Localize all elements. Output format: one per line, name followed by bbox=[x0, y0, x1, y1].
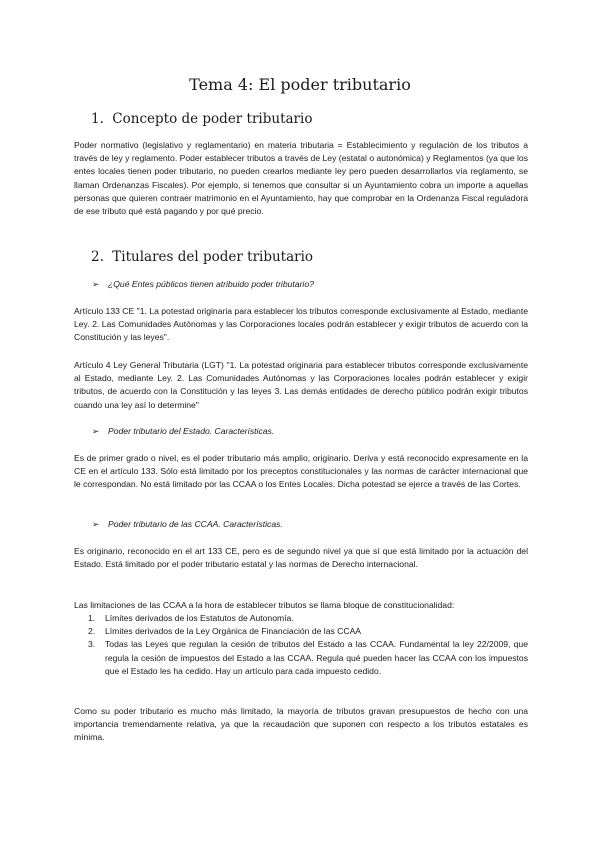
list-item bbox=[88, 625, 528, 638]
list-item-number: 2. bbox=[88, 626, 96, 637]
section-1-title: Concepto de poder tributario bbox=[112, 111, 313, 127]
bullet-entes-publicos bbox=[92, 279, 314, 290]
section-2-number: 2. bbox=[91, 249, 104, 265]
bullet-text: ¿Qué Entes públicos tienen atribuido poder tributario? bbox=[108, 279, 314, 289]
list-item-text: Límites derivados de la Ley Orgánica de Financiación de las CCAA bbox=[105, 626, 362, 637]
document-title: Tema 4: El poder tributario bbox=[189, 75, 411, 94]
list-item-number: 3. bbox=[88, 639, 96, 650]
arrow-bullet-icon: ➢ bbox=[92, 279, 100, 289]
bullet-poder-estado bbox=[92, 426, 274, 437]
bullet-text: Poder tributario del Estado. Características. bbox=[108, 426, 275, 436]
list-item bbox=[88, 638, 528, 678]
section-1-number: 1. bbox=[91, 111, 104, 127]
paragraph-ccaa: Es originario, reconocido en el art 133 CE, pero es de segundo nivel ya que sí que está limitado por la actuación del Estado. Está limitado por el poder tributario estatal y las normas de Derecho internacional. bbox=[74, 546, 528, 570]
list-item-text: Todas las Leyes que regulan la cesión de tributos del Estado a las CCAA. Fundamental la ley 22/2009, que regula la cesión de impuestos del Estado a las CCAA. Regula qué pueden hacer las CCAA con los impuestos que el Estado les ha cedido. Hay un artículo para cada impuesto cedido. bbox=[105, 639, 528, 676]
section-2-heading bbox=[91, 249, 313, 265]
paragraph-limitaciones: Las limitaciones de las CCAA a la hora de establecer tributos se llama bloque de constitucionalidad: bbox=[74, 600, 455, 610]
section-2-title: Titulares del poder tributario bbox=[112, 249, 314, 265]
bullet-poder-ccaa bbox=[92, 519, 283, 530]
section-1-paragraph: Poder normativo (legislativo y reglamentario) en materia tributaria = Establecimiento y regulación de los tributos a través de ley y reglamento. Poder establecer tributos a través de Ley (estatal o autonómica) y Reglamentos (ya que los entes locales tienen poder tributario, no pueden crearlos mediante ley pero pueden desarrollarlos vía reglamento, se llaman Ordenanzas Fiscales). Por ejemplo, si tenemos que consultar si un Ayuntamiento cobra un importe a aquellas personas que quieren contraer matrimonio en el Ayuntamiento, hay que comprobar en la Ordenanza Fiscal reguladora de ese tributo qué está pagando y por qué precio. bbox=[74, 140, 528, 217]
arrow-bullet-icon: ➢ bbox=[92, 519, 100, 529]
arrow-bullet-icon: ➢ bbox=[92, 426, 100, 436]
paragraph-art133: Artículo 133 CE "1. La potestad originaria para establecer los tributos corresponde exclusivamente al Estado, mediante Ley. 2. Las Comunidades Autónomas y las Corporaciones locales podrán establecer y exigir tributos de acuerdo con la Constitución y las leyes". bbox=[74, 306, 528, 343]
section-1-heading bbox=[91, 111, 312, 127]
bullet-text: Poder tributario de las CCAA. Características. bbox=[108, 519, 283, 529]
paragraph-local: Como su poder tributario es mucho más limitado, la mayoría de tributos gravan presupuestos de hecho con una importancia tremendamente relativa, ya que la recaudación que suponen con respecto a los tributos estatales es mínima. bbox=[74, 706, 528, 743]
list-item-number: 1. bbox=[88, 613, 96, 623]
list-item-text: Límites derivados de los Estatutos de Autonomía. bbox=[105, 613, 294, 623]
list-item bbox=[88, 612, 528, 625]
paragraph-estado: Es de primer grado o nivel, es el poder tributario más amplio, originario. Deriva y está reconocido expresamente en la CE en el artículo 133. Sólo está limitado por los preceptos constitucionales y las normas de carácter internacional que le correspondan. No está limitado por las CCAA o los Entes Locales. Dicha potestad se ejerce a través de las Cortes. bbox=[74, 453, 528, 490]
limits-list bbox=[88, 612, 528, 678]
paragraph-lgt: Artículo 4 Ley General Tributaria (LGT) "1. La potestad originaria para establecer tributos corresponde exclusivamente al Estado, mediante Ley. 2. Las Comunidades Autónomas y las Corporaciones locales podrán establecer y exigir tributos, de acuerdo con la Constitución y las leyes 3. Las demás entidades de derecho público podrán exigir tributos cuando una ley así lo determine" bbox=[74, 360, 528, 410]
